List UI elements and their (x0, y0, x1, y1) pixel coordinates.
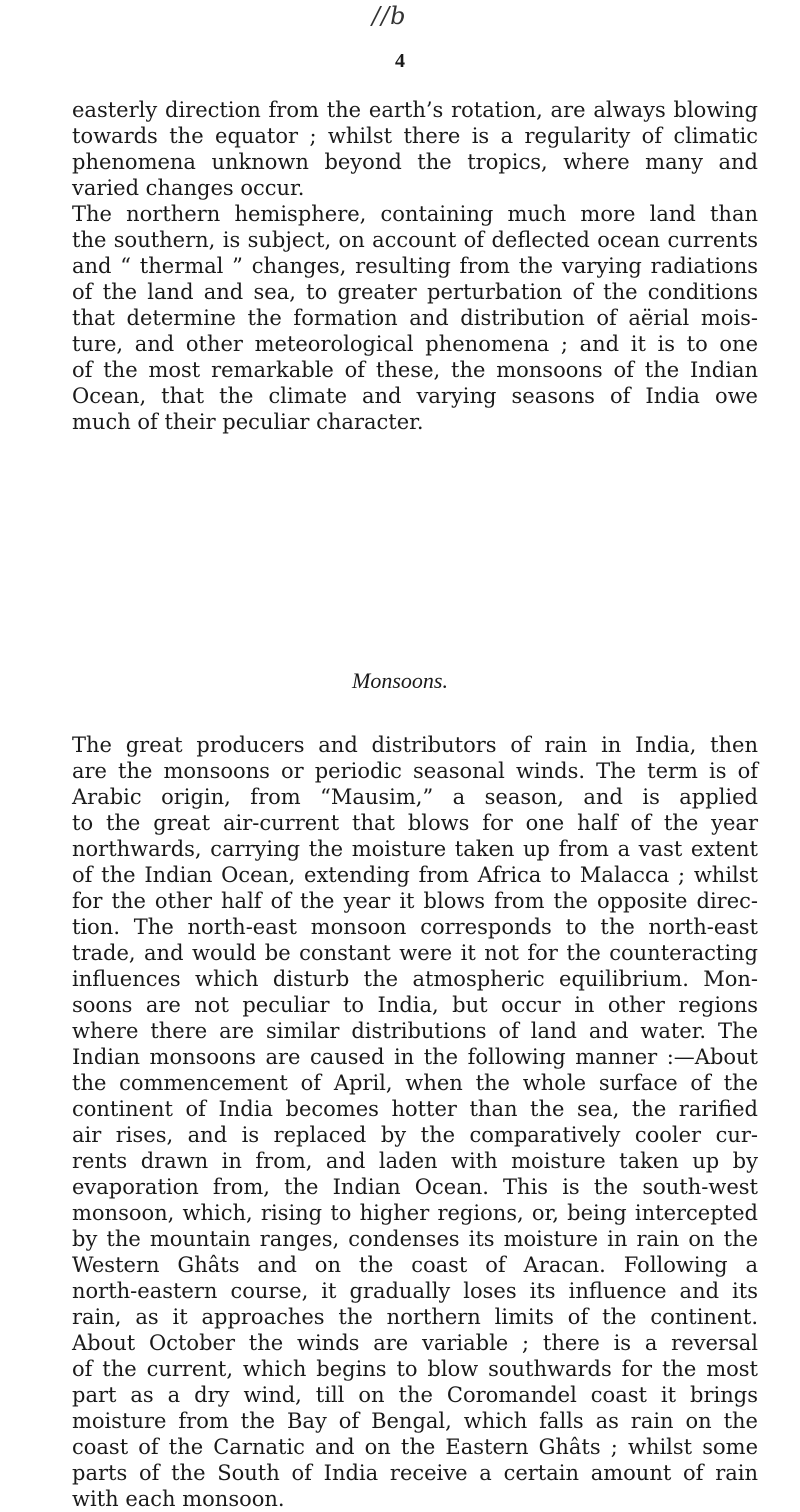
text-line: air rises, and is replaced by the comparatively cooler cur- (72, 1123, 758, 1147)
text-line: of the most remarkable of these, the monsoons of the Indian (72, 358, 758, 382)
text-line: with each monsoon. (72, 1487, 285, 1511)
text-line: rain, as it approaches the northern limits of the continent. (72, 1305, 758, 1329)
text-line: monsoon, which, rising to higher regions, or, being intercepted (72, 1201, 758, 1225)
handwritten-annotation: //b (372, 2, 407, 30)
text-line: ture, and other meteorological phenomena ; and it is to one (72, 332, 758, 356)
text-line: phenomena unknown beyond the tropics, where many and (72, 150, 758, 174)
text-line: Western Ghâts and on the coast of Aracan. Following a (72, 1253, 758, 1277)
text-line: the southern, is subject, on account of deflected ocean currents (72, 228, 758, 252)
text-line: varied changes occur. (72, 176, 305, 200)
text-line: of the Indian Ocean, extending from Africa to Malacca ; whilst (72, 863, 758, 887)
text-line: Arabic origin, from “Mausim,” a season, and is applied (72, 785, 758, 809)
text-line: soons are not peculiar to India, but occur in other regions (72, 993, 758, 1017)
page-number: 4 (395, 50, 405, 72)
paragraph-block-2 (72, 732, 758, 1512)
text-line: of the current, which begins to blow southwards for the most (72, 1357, 758, 1381)
text-line: moisture from the Bay of Bengal, which falls as rain on the (72, 1409, 758, 1433)
text-line: northwards, carrying the moisture taken up from a vast extent (72, 837, 758, 861)
text-line: where there are similar distributions of land and water. The (72, 1019, 758, 1043)
text-line: continent of India becomes hotter than the sea, the rarified (72, 1097, 758, 1121)
text-line: that determine the formation and distribution of aërial mois- (72, 306, 758, 330)
text-line: Indian monsoons are caused in the following manner :—About (72, 1045, 758, 1069)
text-line: and “ thermal ” changes, resulting from the varying radiations (72, 254, 758, 278)
text-line: About October the winds are variable ; there is a reversal (72, 1331, 758, 1355)
section-heading: Monsoons. (352, 668, 448, 693)
text-line: much of their peculiar character. (72, 410, 424, 434)
text-line: rents drawn in from, and laden with moisture taken up by (72, 1149, 758, 1173)
text-line: tion. The north-east monsoon corresponds to the north-east (72, 915, 758, 939)
text-line: evaporation from, the Indian Ocean. This is the south-west (72, 1175, 758, 1199)
text-line: The great producers and distributors of rain in India, then (72, 733, 758, 757)
text-line: easterly direction from the earth’s rotation, are always blowing (72, 98, 758, 122)
text-line: trade, and would be constant were it not for the counteracting (72, 941, 758, 965)
text-line: are the monsoons or periodic seasonal winds. The term is of (72, 759, 758, 783)
text-line: part as a dry wind, till on the Coromandel coast it brings (72, 1383, 758, 1407)
text-line: coast of the Carnatic and on the Eastern Ghâts ; whilst some (72, 1435, 758, 1459)
text-line: by the mountain ranges, condenses its moisture in rain on the (72, 1227, 758, 1251)
text-line: the commencement of April, when the whole surface of the (72, 1071, 758, 1095)
text-line: of the land and sea, to greater perturbation of the conditions (72, 280, 758, 304)
text-line: Ocean, that the climate and varying seasons of India owe (72, 384, 758, 408)
text-line: influences which disturb the atmospheric equilibrium. Mon- (72, 967, 758, 991)
text-line: for the other half of the year it blows from the opposite direc- (72, 889, 758, 913)
text-line: The northern hemisphere, containing much more land than (72, 202, 758, 226)
text-line: towards the equator ; whilst there is a regularity of climatic (72, 124, 758, 148)
text-line: north-eastern course, it gradually loses its influence and its (72, 1279, 758, 1303)
text-line: to the great air-current that blows for one half of the year (72, 811, 758, 835)
paragraph-block-1 (72, 97, 758, 435)
text-line: parts of the South of India receive a certain amount of rain (72, 1461, 758, 1485)
